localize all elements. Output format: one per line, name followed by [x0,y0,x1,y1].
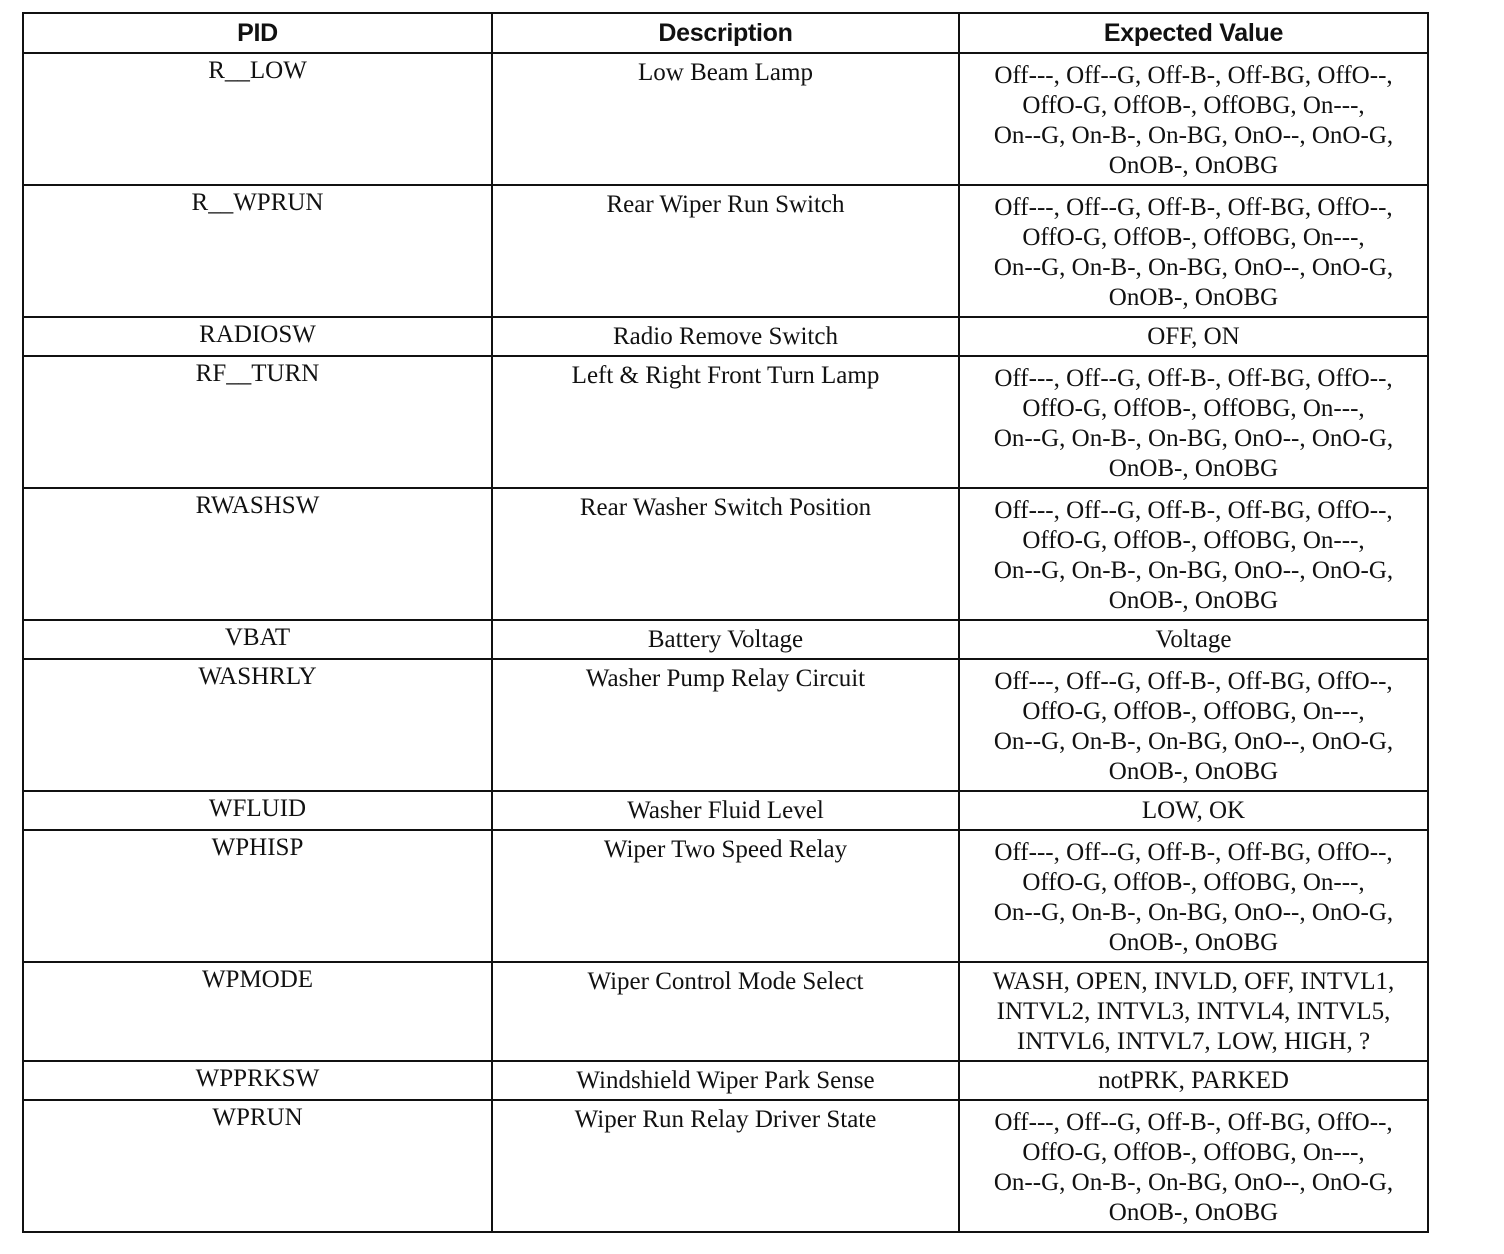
description-cell: Left & Right Front Turn Lamp [492,356,959,488]
pid-cell: WPRUN [23,1100,492,1232]
expected-value-cell: OFF, ON [959,317,1428,356]
description-cell: Battery Voltage [492,620,959,659]
pid-cell: WASHRLY [23,659,492,791]
table-row [23,356,1428,488]
table-row [23,791,1428,830]
description-cell: Washer Fluid Level [492,791,959,830]
expected-value-cell: LOW, OK [959,791,1428,830]
expected-value-cell: Off---, Off--G, Off-B-, Off-BG, OffO--, OffO-G, OffOB-, OffOBG, On---, On--G, On-B-, On-BG, OnO--, OnO-G, OnOB-, OnOBG [959,488,1428,620]
description-cell: Wiper Control Mode Select [492,962,959,1061]
expected-value-cell: Off---, Off--G, Off-B-, Off-BG, OffO--, OffO-G, OffOB-, OffOBG, On---, On--G, On-B-, On-BG, OnO--, OnO-G, OnOB-, OnOBG [959,659,1428,791]
expected-value-cell: Off---, Off--G, Off-B-, Off-BG, OffO--, OffO-G, OffOB-, OffOBG, On---, On--G, On-B-, On-BG, OnO--, OnO-G, OnOB-, OnOBG [959,53,1428,185]
pid-cell: R__WPRUN [23,185,492,317]
description-cell: Radio Remove Switch [492,317,959,356]
table-row [23,830,1428,962]
header-row [23,13,1428,53]
expected-value-cell: Off---, Off--G, Off-B-, Off-BG, OffO--, OffO-G, OffOB-, OffOBG, On---, On--G, On-B-, On-BG, OnO--, OnO-G, OnOB-, OnOBG [959,185,1428,317]
table-row [23,962,1428,1061]
header-description: Description [492,13,959,53]
description-cell: Rear Washer Switch Position [492,488,959,620]
table-row [23,620,1428,659]
pid-table [22,12,1429,1233]
description-cell: Washer Pump Relay Circuit [492,659,959,791]
pid-cell: WPHISP [23,830,492,962]
table-row [23,1061,1428,1100]
pid-cell: RF__TURN [23,356,492,488]
description-cell: Wiper Two Speed Relay [492,830,959,962]
description-cell: Rear Wiper Run Switch [492,185,959,317]
pid-cell: VBAT [23,620,492,659]
expected-value-cell: Off---, Off--G, Off-B-, Off-BG, OffO--, OffO-G, OffOB-, OffOBG, On---, On--G, On-B-, On-BG, OnO--, OnO-G, OnOB-, OnOBG [959,1100,1428,1232]
description-cell: Wiper Run Relay Driver State [492,1100,959,1232]
pid-cell: WPPRKSW [23,1061,492,1100]
pid-cell: RWASHSW [23,488,492,620]
table-row [23,659,1428,791]
table-row [23,1100,1428,1232]
expected-value-cell: Off---, Off--G, Off-B-, Off-BG, OffO--, OffO-G, OffOB-, OffOBG, On---, On--G, On-B-, On-BG, OnO--, OnO-G, OnOB-, OnOBG [959,356,1428,488]
table-row [23,317,1428,356]
pid-cell: R__LOW [23,53,492,185]
header-expected-value: Expected Value [959,13,1428,53]
table-row [23,53,1428,185]
pid-cell: RADIOSW [23,317,492,356]
table-row [23,488,1428,620]
table-row [23,185,1428,317]
pid-cell: WFLUID [23,791,492,830]
expected-value-cell: Voltage [959,620,1428,659]
pid-cell: WPMODE [23,962,492,1061]
expected-value-cell: WASH, OPEN, INVLD, OFF, INTVL1, INTVL2, INTVL3, INTVL4, INTVL5, INTVL6, INTVL7, LOW, HIGH, ? [959,962,1428,1061]
expected-value-cell: Off---, Off--G, Off-B-, Off-BG, OffO--, OffO-G, OffOB-, OffOBG, On---, On--G, On-B-, On-BG, OnO--, OnO-G, OnOB-, OnOBG [959,830,1428,962]
description-cell: Low Beam Lamp [492,53,959,185]
header-pid: PID [23,13,492,53]
description-cell: Windshield Wiper Park Sense [492,1061,959,1100]
expected-value-cell: notPRK, PARKED [959,1061,1428,1100]
